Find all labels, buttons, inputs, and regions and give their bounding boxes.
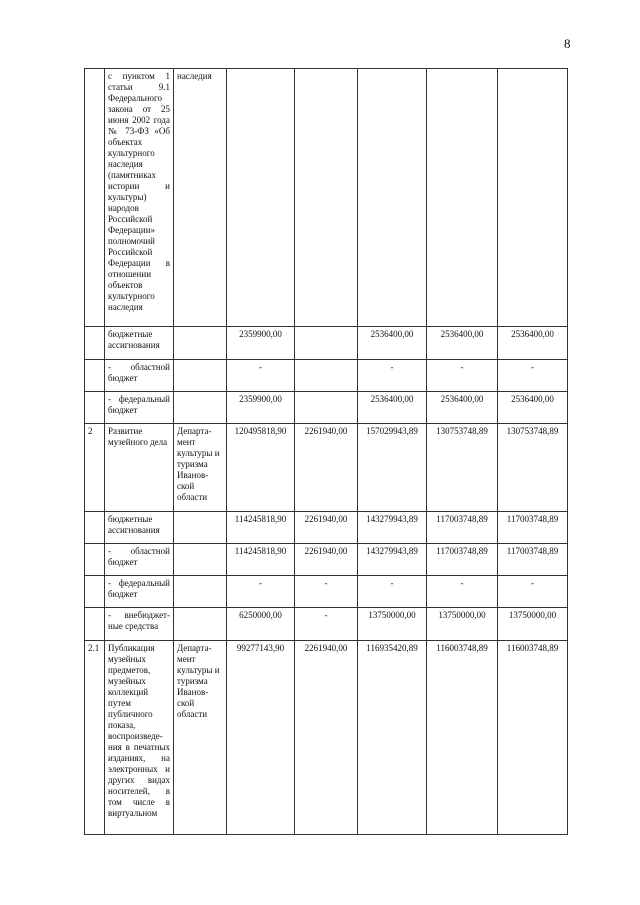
cell-no <box>85 608 105 641</box>
cell-v3: 157029943,89 <box>358 424 427 512</box>
cell-v3: 143279943,89 <box>358 544 427 576</box>
cell-v3 <box>358 69 427 327</box>
cell-exec: Департа-мент культуры и туризма Иванов-ской области <box>174 641 227 835</box>
cell-v2 <box>295 392 358 424</box>
cell-v1 <box>227 69 295 327</box>
cell-v2: 2261940,00 <box>295 544 358 576</box>
table-row <box>85 392 568 424</box>
cell-name: бюджетные ассигнования <box>105 512 174 544</box>
cell-no: 2.1 <box>85 641 105 835</box>
cell-name: - федеральный бюджет <box>105 392 174 424</box>
cell-v3: 13750000,00 <box>358 608 427 641</box>
cell-v2: 2261940,00 <box>295 424 358 512</box>
cell-exec <box>174 512 227 544</box>
cell-v5 <box>498 69 568 327</box>
cell-no: 2 <box>85 424 105 512</box>
cell-v5: 130753748,89 <box>498 424 568 512</box>
cell-v4: - <box>427 576 498 608</box>
cell-v1: 114245818,90 <box>227 544 295 576</box>
page-number: 8 <box>564 36 571 51</box>
cell-v3: 143279943,89 <box>358 512 427 544</box>
cell-name: бюджетные ассигнования <box>105 327 174 360</box>
cell-v1: - <box>227 360 295 392</box>
cell-v4: 116003748,89 <box>427 641 498 835</box>
cell-v4: 2536400,00 <box>427 392 498 424</box>
cell-v1: 99277143,90 <box>227 641 295 835</box>
cell-v5: 13750000,00 <box>498 608 568 641</box>
cell-name: - внебюджет-ные средства <box>105 608 174 641</box>
cell-v3: - <box>358 360 427 392</box>
cell-v5: - <box>498 576 568 608</box>
cell-v5: 117003748,89 <box>498 544 568 576</box>
table-row <box>85 641 568 835</box>
cell-v5: 116003748,89 <box>498 641 568 835</box>
cell-no <box>85 512 105 544</box>
cell-v2 <box>295 69 358 327</box>
table-row <box>85 544 568 576</box>
cell-no <box>85 392 105 424</box>
cell-v4: 117003748,89 <box>427 544 498 576</box>
cell-name: Публикация музейных предметов, музейных коллекций путем публичного показа, воспроизведе-ния в печатных изданиях, на электронных и других видах носителей, в том числе в виртуальном <box>105 641 174 835</box>
cell-v2: 2261940,00 <box>295 512 358 544</box>
table-row <box>85 608 568 641</box>
cell-exec: наследия <box>174 69 227 327</box>
cell-v3: 2536400,00 <box>358 392 427 424</box>
cell-v2: - <box>295 576 358 608</box>
cell-exec: Департа-мент культуры и туризма Иванов-ской области <box>174 424 227 512</box>
cell-v3: 2536400,00 <box>358 327 427 360</box>
cell-exec <box>174 392 227 424</box>
cell-exec <box>174 544 227 576</box>
table-row <box>85 327 568 360</box>
cell-v2 <box>295 327 358 360</box>
cell-exec <box>174 608 227 641</box>
cell-v3: - <box>358 576 427 608</box>
budget-table <box>84 68 568 835</box>
cell-no <box>85 360 105 392</box>
cell-v1: 114245818,90 <box>227 512 295 544</box>
cell-exec <box>174 360 227 392</box>
cell-no <box>85 576 105 608</box>
cell-v5: 2536400,00 <box>498 327 568 360</box>
cell-name: с пунктом 1 статьи 9.1 Федерального закона от 25 июня 2002 года № 73-ФЗ «Об объектах культурного наследия (памятниках истории и культуры) народов Российской Федерации» полномочий Российской Федерации в отношении объектов культурного наследия <box>105 69 174 327</box>
cell-name: - областной бюджет <box>105 544 174 576</box>
cell-v5: 117003748,89 <box>498 512 568 544</box>
cell-v1: 2359900,00 <box>227 327 295 360</box>
cell-v5: - <box>498 360 568 392</box>
cell-no <box>85 544 105 576</box>
cell-v2: 2261940,00 <box>295 641 358 835</box>
cell-v1: - <box>227 576 295 608</box>
cell-v4: 2536400,00 <box>427 327 498 360</box>
cell-name: - областной бюджет <box>105 360 174 392</box>
cell-v4: 13750000,00 <box>427 608 498 641</box>
cell-v4: - <box>427 360 498 392</box>
cell-v2: - <box>295 608 358 641</box>
table-row <box>85 512 568 544</box>
cell-exec <box>174 576 227 608</box>
cell-v1: 120495818,90 <box>227 424 295 512</box>
cell-v1: 2359900,00 <box>227 392 295 424</box>
cell-exec <box>174 327 227 360</box>
cell-v4: 117003748,89 <box>427 512 498 544</box>
cell-v2 <box>295 360 358 392</box>
table-row <box>85 424 568 512</box>
cell-no <box>85 69 105 327</box>
cell-name: Развитие музейного дела <box>105 424 174 512</box>
cell-v4 <box>427 69 498 327</box>
cell-name: - федеральный бюджет <box>105 576 174 608</box>
cell-v1: 6250000,00 <box>227 608 295 641</box>
cell-no <box>85 327 105 360</box>
table-row <box>85 69 568 327</box>
table-row <box>85 360 568 392</box>
table-row <box>85 576 568 608</box>
cell-v4: 130753748,89 <box>427 424 498 512</box>
cell-v3: 116935420,89 <box>358 641 427 835</box>
cell-v5: 2536400,00 <box>498 392 568 424</box>
